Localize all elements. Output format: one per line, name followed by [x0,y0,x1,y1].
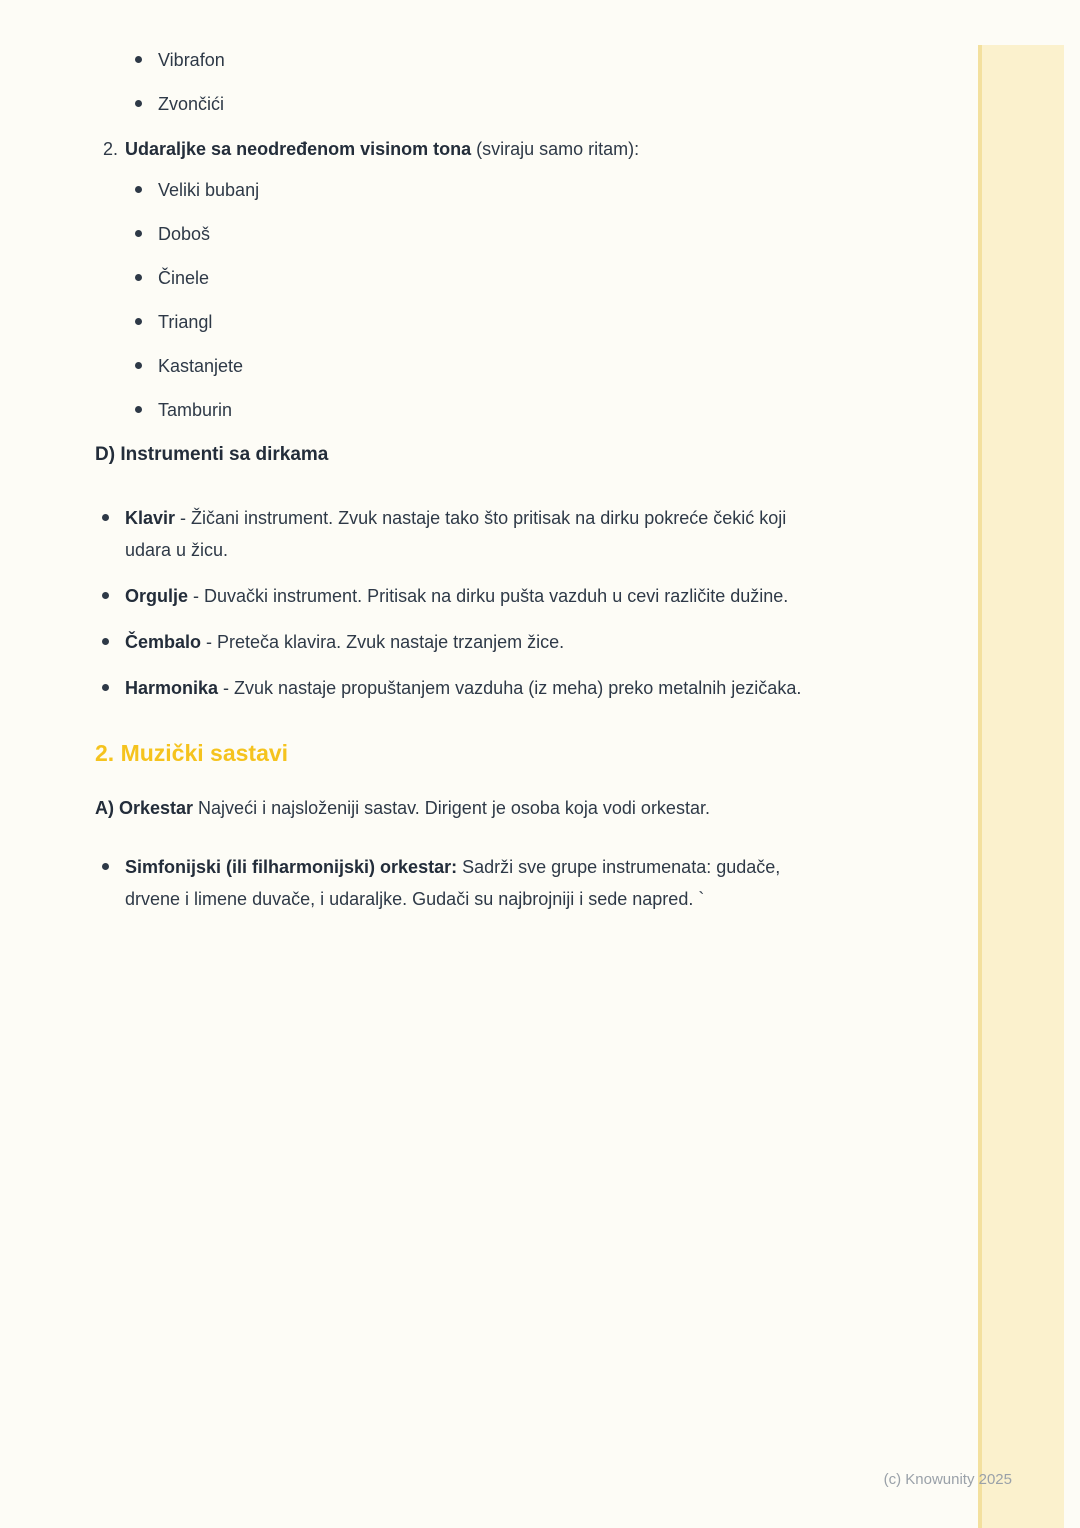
definition: Sadrži sve grupe instrumenata: gudače, drvene i limene duvače, i udaraljke. Gudači su najbrojniji i sede napred. ` [125,857,781,909]
definition: - Duvački instrument. Pritisak na dirku pušta vazduh u cevi različite dužine. [188,586,789,606]
item-title-rest: (sviraju samo ritam): [471,139,640,159]
list-item: Činele [95,268,823,288]
list-item: Veliki bubanj [95,180,823,200]
paragraph-lead-bold: A) Orkestar [95,798,194,818]
list-item [95,580,823,612]
definition: - Preteča klavira. Zvuk nastaje trzanjem žice. [201,632,565,652]
section-2-heading: 2. Muzički sastavi [95,740,289,766]
paragraph-rest: Najveći i najsloženiji sastav. Dirigent je osoba koja vodi orkestar. [193,798,710,818]
term: Simfonijski (ili filharmonijski) orkestar: [125,857,458,877]
term: Harmonika [125,678,219,698]
unpitched-percussion-list [95,180,823,420]
list-item: Vibrafon [95,50,823,70]
term: Klavir [125,508,176,528]
definition: - Zvuk nastaje propuštanjem vazduha (iz meha) preko metalnih jezičaka. [218,678,802,698]
list-item: Zvončići [95,94,823,114]
list-item: Doboš [95,224,823,244]
pitched-percussion-list [95,50,823,114]
orchestra-types-list [95,851,823,915]
item-title-bold: Udaraljke sa neodređenom visinom tona [125,139,472,159]
keyboard-instruments-list [95,502,823,704]
orchestra-paragraph [95,795,823,821]
list-item: Triangl [95,312,823,332]
term: Čembalo [125,632,202,652]
section-d-heading: D) Instrumenti sa dirkama [95,444,329,465]
numbered-item-unpitched-percussion [95,138,823,160]
document-content [95,50,823,929]
page-edge-stripe [978,45,1064,1528]
definition: - Žičani instrument. Zvuk nastaje tako što pritisak na dirku pokreće čekić koji udara u žicu. [125,508,787,560]
list-item [95,851,823,915]
copyright-footer: (c) Knowunity 2025 [883,1471,1012,1488]
list-item [95,672,823,704]
list-item [95,626,823,658]
item-number: 2. [103,139,119,159]
list-item [95,502,823,566]
list-item: Tamburin [95,400,823,420]
term: Orgulje [125,586,189,606]
list-item: Kastanjete [95,356,823,376]
